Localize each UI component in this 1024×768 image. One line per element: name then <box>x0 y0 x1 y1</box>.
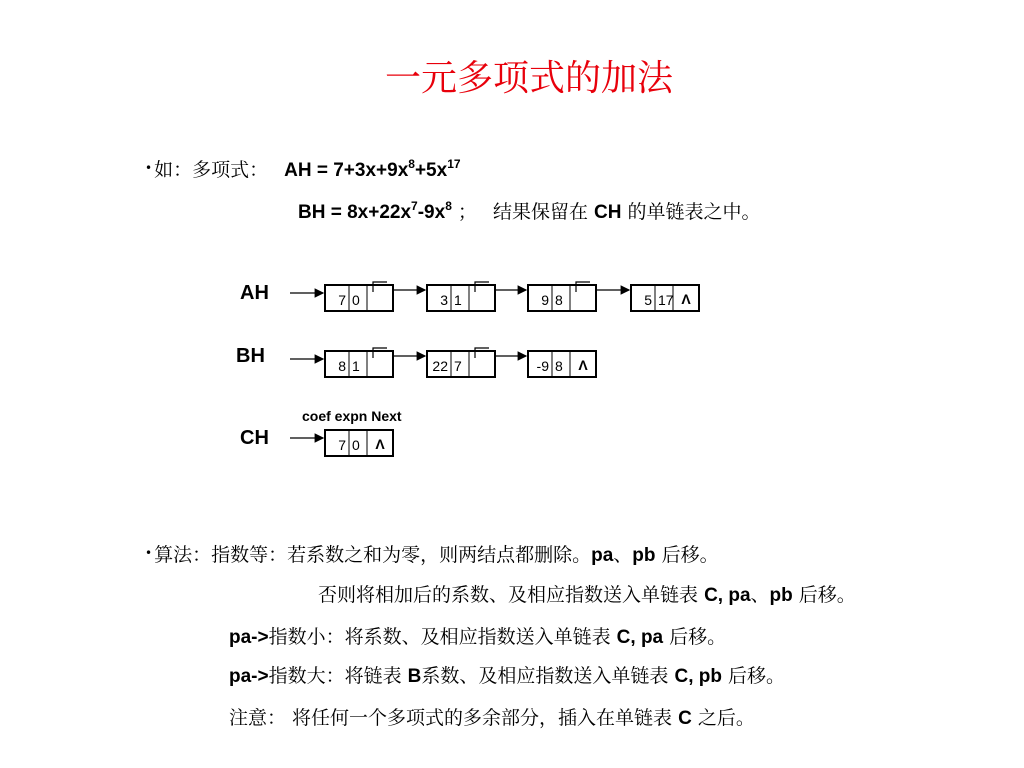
node-expn: 0 <box>352 437 360 453</box>
list-bh <box>290 348 596 377</box>
node-coef: 8 <box>338 358 346 374</box>
node-coef: 3 <box>440 292 448 308</box>
node-coef: 7 <box>338 437 346 453</box>
field-header: coef expn Next <box>302 408 402 424</box>
example-line-bh: BH = $8x+22x^7-9x^8$ ； 结果保留在 CH 的单链表之中。 <box>298 199 761 223</box>
null-pointer-symbol: Λ <box>578 357 588 373</box>
algorithm-line-2: 否则将相加后的系数、及相应指数送入单链表 C, pa、pb 后移。 <box>318 584 856 606</box>
null-pointer-symbol: Λ <box>681 291 691 307</box>
list-node <box>427 282 526 311</box>
list-ch <box>290 430 393 456</box>
node-expn: 17 <box>658 292 674 308</box>
node-expn: 7 <box>454 358 462 374</box>
bh-formula: BH = $8x+22x^7-9x^8$ <box>298 199 452 223</box>
null-pointer-symbol: Λ <box>375 436 385 452</box>
node-expn: 0 <box>352 292 360 308</box>
algorithm-line-3: pa->指数小：将系数、及相应指数送入单链表 C, pa 后移。 <box>229 626 727 648</box>
node-coef: 7 <box>338 292 346 308</box>
algorithm-line-4: pa->指数大：将链表 B系数、及相应指数送入单链表 C, pb 后移。 <box>229 665 786 687</box>
list-label-bh: BH <box>236 345 265 367</box>
node-coef: 22 <box>432 358 448 374</box>
bullet-icon: • <box>145 161 153 175</box>
list-node <box>325 348 425 377</box>
node-coef: -9 <box>536 358 549 374</box>
example-prefix: 如：多项式： <box>154 159 269 181</box>
list-ah <box>290 282 699 311</box>
ah-formula: AH = $7+3x+9x^8+5x^{17}$ <box>284 157 461 181</box>
node-coef: 9 <box>541 292 549 308</box>
algorithm-line-5: 注意： 将任何一个多项式的多余部分，插入在单链表 C 之后。 <box>229 707 755 729</box>
algorithm-line-1: • 算法：指数等：若系数之和为零，则两结点都删除。pa、pb 后移。 <box>145 544 719 566</box>
list-node <box>325 282 425 311</box>
list-label-ch: CH <box>240 427 269 449</box>
list-label-ah: AH <box>240 282 269 304</box>
page-title: 一元多项式的加法 <box>385 58 674 99</box>
node-coef: 5 <box>644 292 652 308</box>
node-expn: 1 <box>352 358 360 374</box>
node-expn: 8 <box>555 358 563 374</box>
node-expn: 8 <box>555 292 563 308</box>
list-node <box>427 348 526 377</box>
list-node <box>325 430 393 456</box>
node-expn: 1 <box>454 292 462 308</box>
list-node <box>631 285 699 311</box>
list-node <box>528 351 596 377</box>
bullet-icon: • <box>145 546 153 560</box>
list-node <box>528 282 629 311</box>
